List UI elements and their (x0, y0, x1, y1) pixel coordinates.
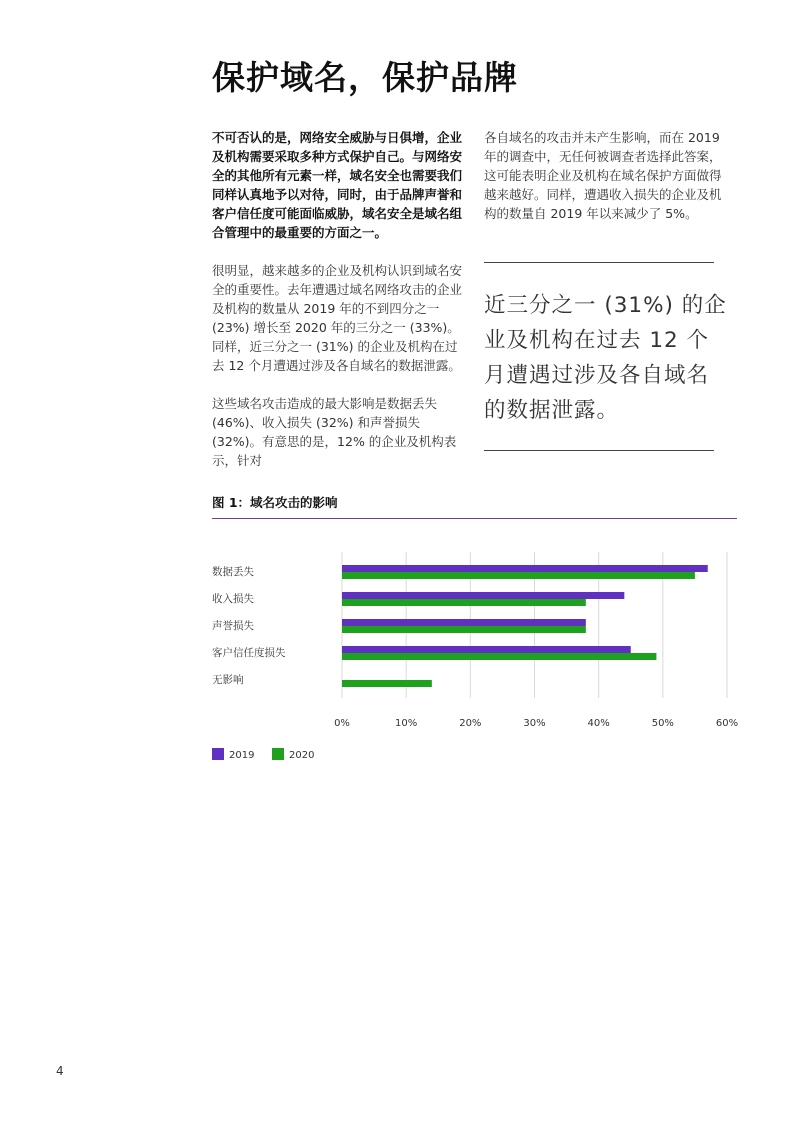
legend-swatch-2020 (272, 748, 284, 760)
lead-paragraph: 不可否认的是，网络安全威胁与日俱增，企业及机构需要采取多种方式保护自己。与网络安全的其他所有元素一样，域名安全也需要我们同样认真地予以对待，同时，由于品牌声誉和客户信任度可能面临威胁，域名安全是域名组合管理中的最重要的方面之一。 (212, 130, 463, 240)
bar-chart (200, 540, 750, 770)
x-tick-label: 40% (587, 718, 610, 729)
legend-label-2019: 2019 (229, 750, 255, 761)
bar-2020 (342, 572, 695, 579)
x-tick-label: 60% (715, 718, 739, 729)
quote-bottom-rule (484, 450, 714, 451)
body-paragraph-1: 很明显，越来越多的企业及机构认识到域名安全的重要性。去年遭遇过域名网络攻击的企业及机构的数量从 2019 年的不到四分之一 (23%) 增长至 2020 年的三分之一 (33%)。同样，近三分之一 (31%) 的企业及机构在过去 12 个月遭遇过涉及各自域名的数据泄露。 (212, 263, 463, 373)
figure-rule (212, 518, 737, 519)
right-column (484, 128, 729, 242)
x-tick-label: 20% (459, 718, 482, 729)
category-label: 无影响 (212, 674, 244, 686)
page-number: 4 (56, 1064, 64, 1078)
bar-2020 (342, 653, 656, 660)
bar-2019 (342, 646, 631, 653)
category-label: 客户信任度损失 (212, 647, 286, 659)
x-tick-label: 0% (334, 718, 350, 729)
x-tick-label: 10% (395, 718, 418, 729)
bar-2020 (342, 680, 432, 687)
legend-label-2020: 2020 (289, 750, 315, 761)
figure-title: 图 1：域名攻击的影响 (212, 495, 338, 510)
x-tick-label: 30% (523, 718, 546, 729)
bar-2019 (342, 592, 624, 599)
bar-2019 (342, 565, 708, 572)
left-column (212, 128, 462, 489)
category-label: 收入损失 (212, 593, 254, 605)
bar-2019 (342, 619, 586, 626)
legend-swatch-2019 (212, 748, 224, 760)
bar-2020 (342, 599, 586, 606)
category-label: 数据丢失 (212, 566, 254, 578)
page-title: 保护域名，保护品牌 (212, 58, 518, 97)
bar-2020 (342, 626, 586, 633)
x-tick-label: 50% (651, 718, 674, 729)
pull-quote: 近三分之一 (31%) 的企业及机构在过去 12 个月遭遇过涉及各自域名的数据泄露。 (484, 293, 727, 423)
category-label: 声誉损失 (212, 620, 254, 632)
body-paragraph-3: 各自域名的攻击并未产生影响，而在 2019 年的调查中，无任何被调查者选择此答案，这可能表明企业及机构在域名保护方面做得越来越好。同样，遭遇收入损失的企业及机构的数量自 2019 年以来减少了 5%。 (484, 130, 722, 221)
quote-top-rule (484, 262, 714, 263)
body-paragraph-2: 这些域名攻击造成的最大影响是数据丢失 (46%)、收入损失 (32%) 和声誉损失 (32%)。有意思的是，12% 的企业及机构表示，针对 (212, 396, 457, 468)
